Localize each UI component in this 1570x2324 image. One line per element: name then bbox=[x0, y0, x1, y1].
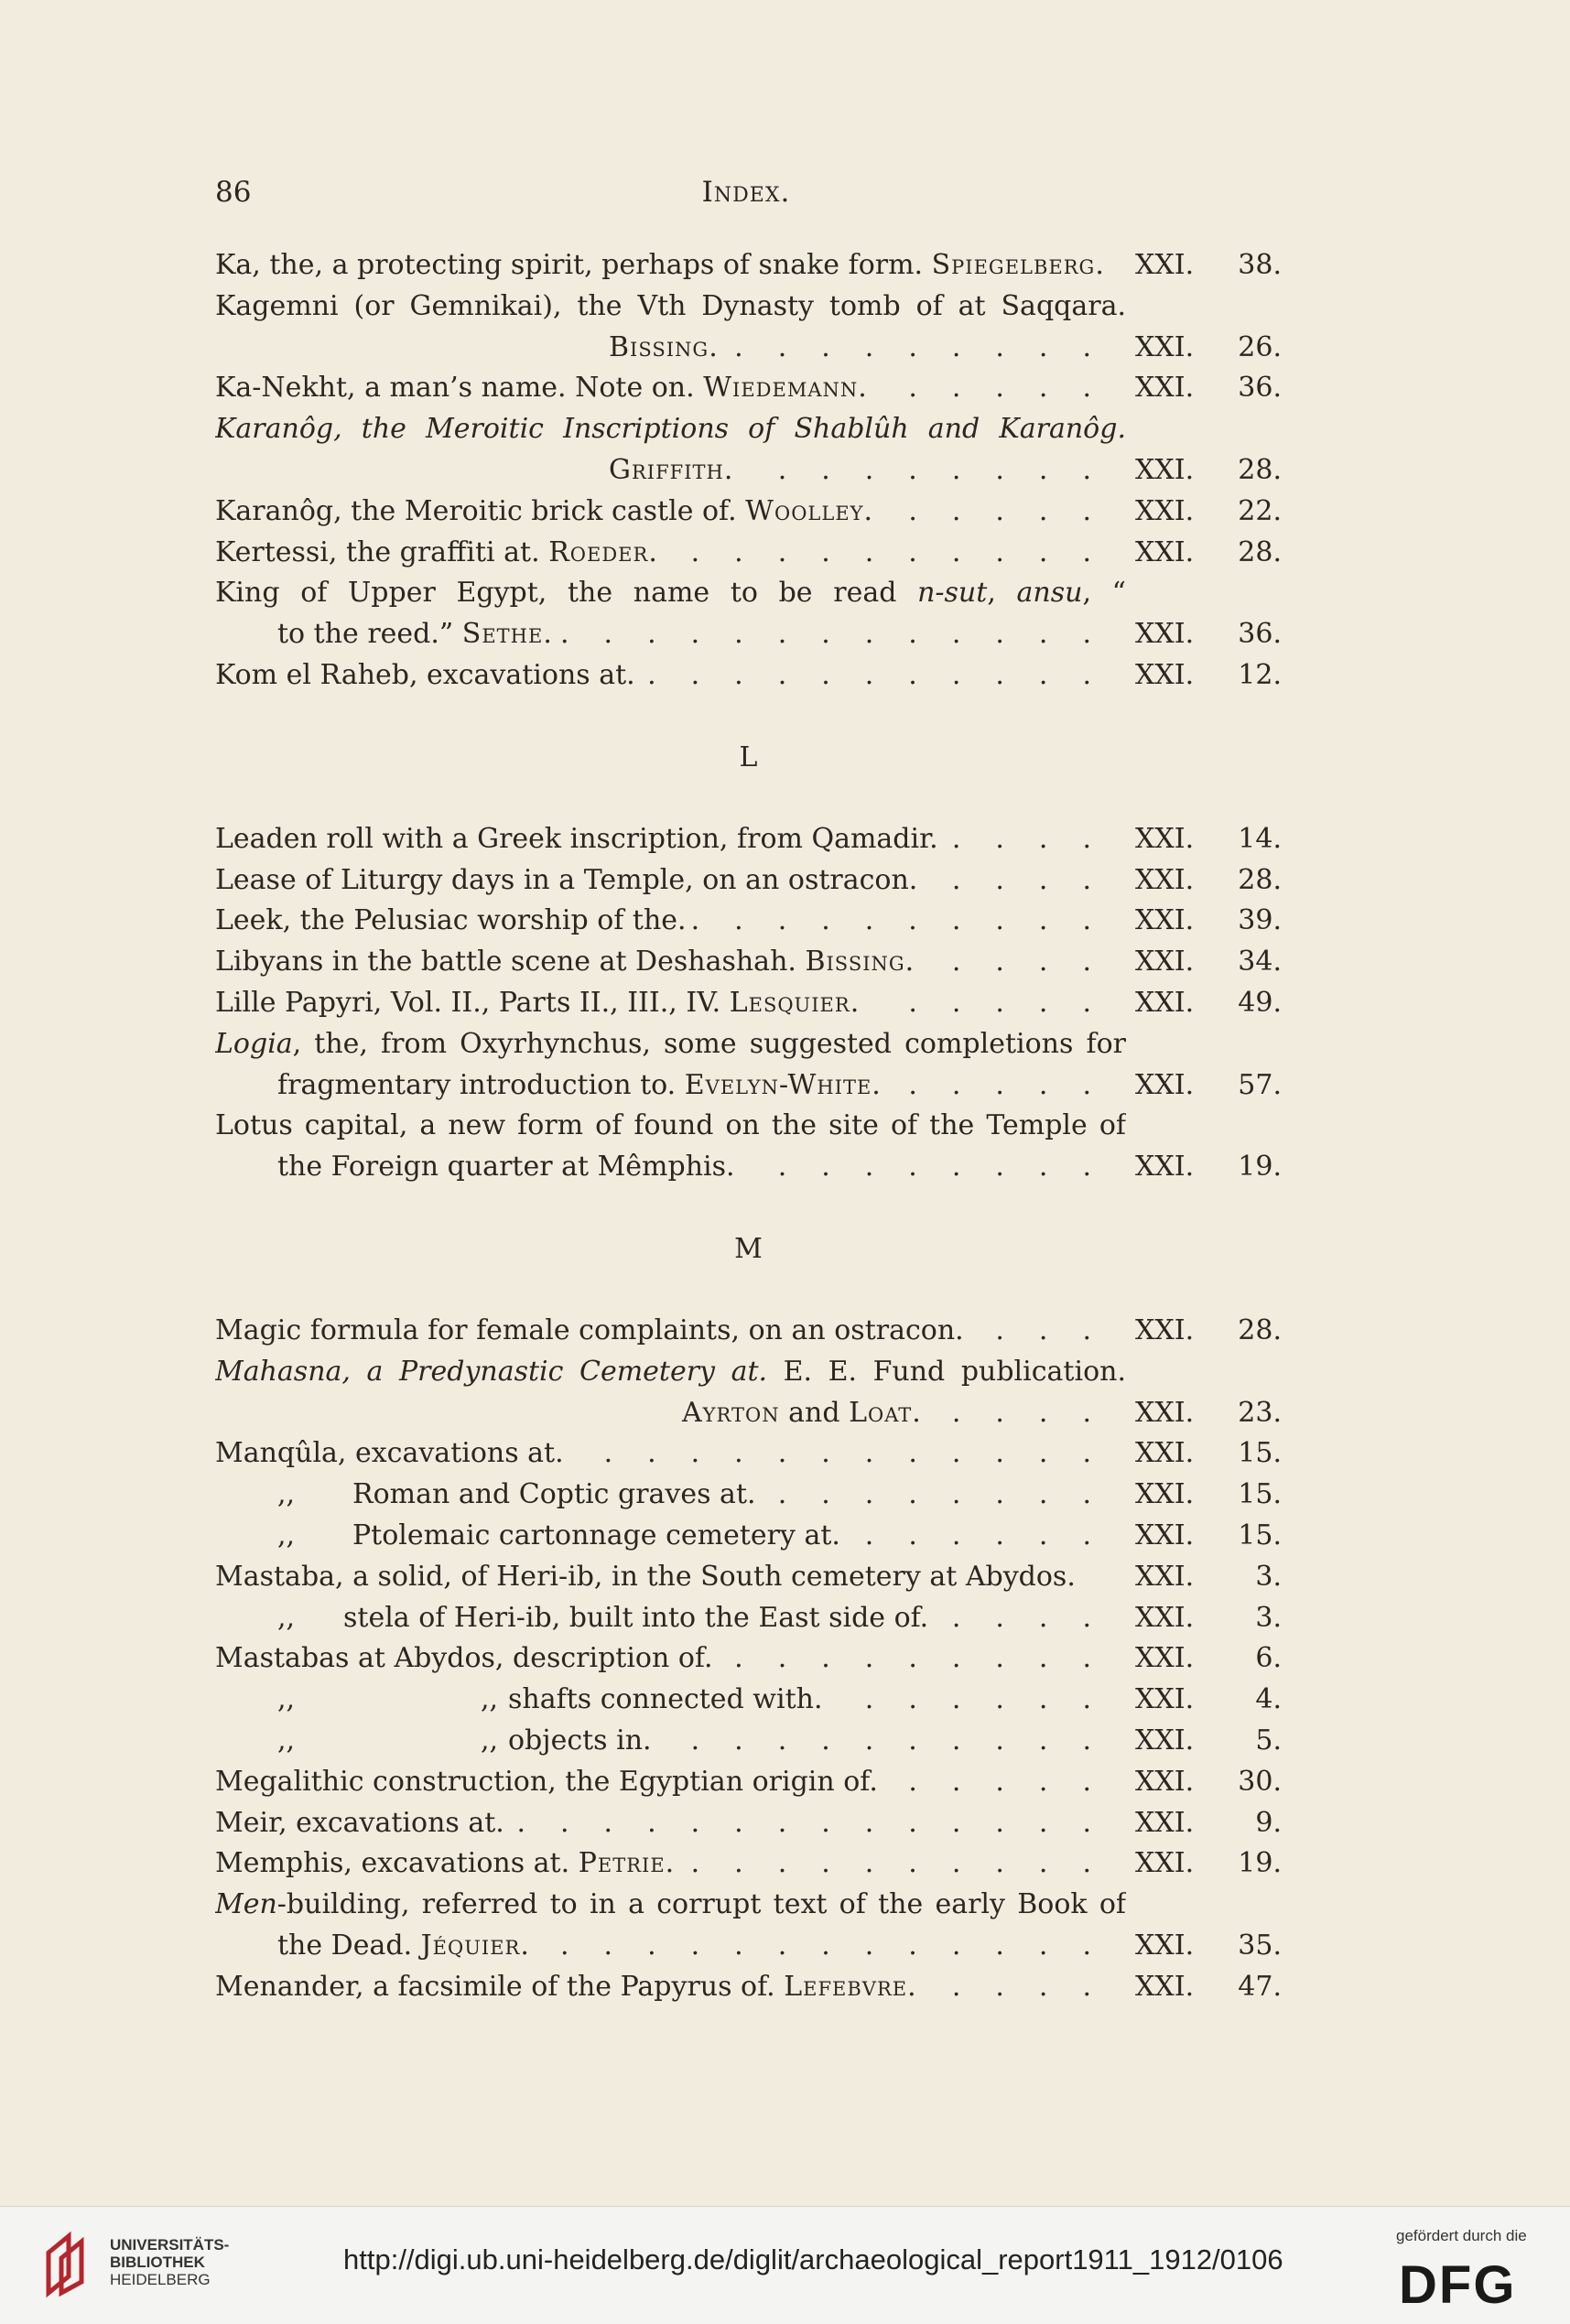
index-entry bbox=[215, 1557, 1282, 1598]
page-ref-number: 28. bbox=[1238, 863, 1282, 896]
library-name bbox=[110, 2236, 229, 2288]
entry-text: objects in. bbox=[508, 1724, 652, 1757]
library-name-line3: HEIDELBERG bbox=[110, 2271, 211, 2288]
leader-dots: ............. bbox=[560, 618, 1126, 651]
leader-dots: ..... bbox=[908, 372, 1126, 405]
index-entry bbox=[215, 1885, 1282, 1967]
funder-label: gefördert durch die bbox=[1396, 2227, 1527, 2244]
viewer-footer bbox=[0, 2206, 1570, 2324]
entry-text: Griffith. bbox=[609, 453, 733, 486]
entry-line bbox=[215, 1352, 1282, 1393]
entry-line bbox=[215, 1106, 1282, 1147]
leader-dots: .......... bbox=[690, 1847, 1126, 1880]
entry-text: Kagemni (or Gemnikai), the Vth Dynasty tomb of at Saqqara. bbox=[215, 289, 1126, 322]
index-entry bbox=[215, 1843, 1282, 1885]
index-entry bbox=[215, 1803, 1282, 1844]
page-ref-number: 36. bbox=[1238, 372, 1282, 405]
leader-dots: ..... bbox=[908, 1068, 1126, 1101]
leader-dots: ........... bbox=[647, 658, 1126, 691]
volume-number: XXI. bbox=[1135, 822, 1195, 855]
leader-dots: .... bbox=[951, 1970, 1126, 2003]
volume-number: XXI. bbox=[1135, 249, 1195, 281]
permalink-url[interactable]: http://digi.ub.uni-heidelberg.de/diglit/archaeological_report1911_1912/0106 bbox=[343, 2243, 1283, 2275]
volume-number: XXI. bbox=[1135, 1519, 1195, 1551]
entry-text: Meir, excavations at. bbox=[215, 1806, 504, 1839]
entry-text: Ka-Nekht, a man’s name. Note on. Wiedemann. bbox=[215, 372, 867, 405]
volume-number: XXI. bbox=[1135, 904, 1195, 937]
entry-line bbox=[215, 901, 1282, 942]
entry-line bbox=[215, 1885, 1282, 1926]
dfg-logo: DFG bbox=[1399, 2255, 1517, 2315]
ditto-mark: ,, bbox=[277, 1683, 296, 1716]
section-letter: M bbox=[734, 1232, 763, 1265]
entry-line bbox=[215, 245, 1282, 286]
entry-line bbox=[215, 1967, 1282, 2008]
entry-text: Kertessi, the graffiti at. Roeder. bbox=[215, 535, 657, 568]
leader-dots: ............ bbox=[603, 1437, 1126, 1470]
volume-number: XXI. bbox=[1135, 1724, 1195, 1757]
volume-number: XXI. bbox=[1135, 1068, 1195, 1101]
entry-line bbox=[215, 1433, 1282, 1475]
page-ref-number: 38. bbox=[1238, 249, 1282, 281]
entry-text: King of Upper Egypt, the name to be read n-sut, ansu, “ bbox=[215, 577, 1126, 610]
entry-line bbox=[215, 573, 1282, 614]
leader-dots: ...... bbox=[864, 1519, 1126, 1551]
entry-text: Ayrton and Loat. bbox=[682, 1396, 921, 1429]
leader-dots: .............. bbox=[516, 1806, 1126, 1839]
entry-line bbox=[215, 1926, 1282, 1967]
entry-text: Leek, the Pelusiac worship of the. bbox=[215, 904, 687, 937]
page-ref-number: 34. bbox=[1238, 946, 1282, 978]
entry-text: Manqûla, excavations at. bbox=[215, 1437, 564, 1470]
index-entry bbox=[215, 1638, 1282, 1680]
index-entry bbox=[215, 1598, 1282, 1639]
entry-line bbox=[215, 942, 1282, 983]
leader-dots: ......... bbox=[734, 330, 1126, 363]
leader-dots: ........ bbox=[777, 453, 1126, 486]
entry-text: Kom el Raheb, excavations at. bbox=[215, 658, 635, 691]
entry-line bbox=[215, 1803, 1282, 1844]
entry-line bbox=[215, 655, 1282, 697]
volume-number: XXI. bbox=[1135, 1560, 1195, 1593]
leader-dots: ..... bbox=[908, 986, 1126, 1019]
entry-line bbox=[215, 1557, 1282, 1598]
ditto-mark: ,, bbox=[277, 1519, 296, 1551]
page-ref-number: 9. bbox=[1255, 1806, 1282, 1839]
entry-line bbox=[215, 328, 1282, 369]
leader-dots: .......... bbox=[690, 535, 1126, 568]
index-entry bbox=[215, 368, 1282, 409]
entry-text: Megalithic construction, the Egyptian origin of. bbox=[215, 1765, 878, 1798]
entry-text: the Foreign quarter at Mêmphis. bbox=[277, 1151, 735, 1184]
page-ref-number: 6. bbox=[1255, 1642, 1282, 1675]
page-ref-number: 3. bbox=[1255, 1560, 1282, 1593]
entry-text: Karanôg, the Meroitic Inscriptions of Shablûh and Karanôg. bbox=[215, 413, 1126, 446]
entry-text: Lotus capital, a new form of found on the site of the Temple of bbox=[215, 1109, 1126, 1142]
volume-number: XXI. bbox=[1135, 1601, 1195, 1634]
section-letter: L bbox=[739, 740, 758, 773]
entry-text: Ka, the, a protecting spirit, perhaps of snake form. Spiegelberg. bbox=[215, 249, 1104, 281]
page-ref-number: 15. bbox=[1238, 1437, 1282, 1470]
index-entry bbox=[215, 1680, 1282, 1721]
page-ref-number: 49. bbox=[1238, 986, 1282, 1019]
volume-number: XXI. bbox=[1135, 1970, 1195, 2003]
page-ref-number: 28. bbox=[1238, 535, 1282, 568]
leader-dots: .... bbox=[951, 946, 1126, 978]
index-entry bbox=[215, 1762, 1282, 1803]
page-ref-number: 19. bbox=[1238, 1151, 1282, 1184]
page-ref-number: 39. bbox=[1238, 904, 1282, 937]
entry-line bbox=[215, 533, 1282, 574]
page-ref-number: 47. bbox=[1238, 1970, 1282, 2003]
entry-text: Men-building, referred to in a corrupt text of the early Book of bbox=[215, 1888, 1126, 1921]
page-ref-number: 57. bbox=[1238, 1068, 1282, 1101]
entry-text: Menander, a facsimile of the Papyrus of. Lefebvre. bbox=[215, 1970, 916, 2003]
volume-number: XXI. bbox=[1135, 1478, 1195, 1511]
leader-dots: ..... bbox=[908, 1765, 1126, 1798]
page-ref-number: 5. bbox=[1255, 1724, 1282, 1757]
leader-dots: .... bbox=[951, 1396, 1126, 1429]
index-entry bbox=[215, 1106, 1282, 1188]
entry-line bbox=[215, 983, 1282, 1024]
volume-number: XXI. bbox=[1135, 618, 1195, 651]
leader-dots: ........ bbox=[777, 1478, 1126, 1511]
entry-text: Karanôg, the Meroitic brick castle of. Woolley. bbox=[215, 494, 873, 527]
entry-line bbox=[215, 1311, 1282, 1352]
index-entry bbox=[215, 245, 1282, 286]
library-name-line1: UNIVERSITÄTS- bbox=[110, 2236, 230, 2254]
index-entry bbox=[215, 286, 1282, 369]
entry-line bbox=[215, 492, 1282, 533]
volume-number: XXI. bbox=[1135, 1437, 1195, 1470]
library-name-line2: BIBLIOTHEK bbox=[110, 2254, 205, 2271]
index-entry bbox=[215, 492, 1282, 533]
running-title: Index. bbox=[701, 176, 791, 209]
entry-line bbox=[215, 1762, 1282, 1803]
page-ref-number: 12. bbox=[1238, 658, 1282, 691]
volume-number: XXI. bbox=[1135, 1151, 1195, 1184]
ditto-mark: ,, bbox=[277, 1478, 296, 1511]
entry-text: Mastaba, a solid, of Heri-ib, in the South cemetery at Abydos. bbox=[215, 1560, 1076, 1593]
ditto-mark: ,, bbox=[277, 1724, 296, 1757]
page-ref-number: 23. bbox=[1238, 1396, 1282, 1429]
entry-text: the Dead. Jéquier. bbox=[277, 1929, 529, 1962]
index-entry bbox=[215, 1721, 1282, 1762]
page-ref-number: 4. bbox=[1255, 1683, 1282, 1716]
entry-text: Lease of Liturgy days in a Temple, on an ostracon. bbox=[215, 863, 918, 896]
volume-number: XXI. bbox=[1135, 1847, 1195, 1880]
entry-text: Libyans in the battle scene at Deshashah. Bissing. bbox=[215, 946, 915, 978]
entry-text: Roman and Coptic graves at. bbox=[352, 1478, 756, 1511]
index-entry bbox=[215, 1311, 1282, 1352]
page-ref-number: 28. bbox=[1238, 453, 1282, 486]
index-entry bbox=[215, 533, 1282, 574]
ditto-mark: ,, bbox=[481, 1724, 499, 1757]
entry-text: Lille Papyri, Vol. II., Parts II., III., IV. Lesquier. bbox=[215, 986, 860, 1019]
entry-text: Memphis, excavations at. Petrie. bbox=[215, 1847, 675, 1880]
volume-number: XXI. bbox=[1135, 1806, 1195, 1839]
leader-dots: .... bbox=[951, 1601, 1126, 1634]
entry-line bbox=[215, 1638, 1282, 1680]
entry-text: Mastabas at Abydos, description of. bbox=[215, 1642, 713, 1675]
entry-line bbox=[215, 860, 1282, 902]
leader-dots: .... bbox=[951, 822, 1126, 855]
entry-line bbox=[215, 368, 1282, 409]
entry-text: Logia, the, from Oxyrhynchus, some suggested completions for bbox=[215, 1027, 1126, 1060]
entry-line bbox=[215, 614, 1282, 655]
leader-dots: ..... bbox=[908, 494, 1126, 527]
leader-dots: ........ bbox=[777, 1151, 1126, 1184]
entry-line bbox=[215, 286, 1282, 328]
volume-number: XXI. bbox=[1135, 372, 1195, 405]
page-header bbox=[215, 176, 1277, 222]
volume-number: XXI. bbox=[1135, 1765, 1195, 1798]
index-entry bbox=[215, 860, 1282, 902]
volume-number: XXI. bbox=[1135, 1929, 1195, 1962]
index-entry bbox=[215, 1024, 1282, 1107]
entry-line bbox=[215, 1475, 1282, 1516]
index-entry bbox=[215, 1967, 1282, 2008]
page-ref-number: 36. bbox=[1238, 618, 1282, 651]
page-ref-number: 22. bbox=[1238, 494, 1282, 527]
index-entry bbox=[215, 655, 1282, 697]
volume-number: XXI. bbox=[1135, 863, 1195, 896]
entry-line bbox=[215, 1680, 1282, 1721]
ditto-mark: ,, bbox=[481, 1683, 499, 1716]
index-entry bbox=[215, 983, 1282, 1024]
page-ref-number: 15. bbox=[1238, 1519, 1282, 1551]
page-ref-number: 14. bbox=[1238, 822, 1282, 855]
volume-number: XXI. bbox=[1135, 330, 1195, 363]
entry-text: Ptolemaic cartonnage cemetery at. bbox=[352, 1519, 840, 1551]
volume-number: XXI. bbox=[1135, 1313, 1195, 1346]
volume-number: XXI. bbox=[1135, 535, 1195, 568]
page-ref-number: 30. bbox=[1238, 1765, 1282, 1798]
entry-line bbox=[215, 1721, 1282, 1762]
entry-line bbox=[215, 1393, 1282, 1434]
ditto-mark: ,, bbox=[277, 1601, 296, 1634]
entry-line bbox=[215, 409, 1282, 450]
page-ref-number: 28. bbox=[1238, 1313, 1282, 1346]
volume-number: XXI. bbox=[1135, 453, 1195, 486]
volume-number: XXI. bbox=[1135, 1683, 1195, 1716]
entry-line bbox=[215, 819, 1282, 860]
index-entry bbox=[215, 819, 1282, 860]
index-entry bbox=[215, 1433, 1282, 1475]
entry-text: to the reed.” Sethe. bbox=[277, 618, 552, 651]
leader-dots: .......... bbox=[690, 904, 1126, 937]
entry-text: shafts connected with. bbox=[508, 1683, 823, 1716]
entry-line bbox=[215, 450, 1282, 492]
entry-line bbox=[215, 1147, 1282, 1188]
page-number: 86 bbox=[215, 176, 252, 209]
entry-line bbox=[215, 1516, 1282, 1557]
leader-dots: .... bbox=[951, 863, 1126, 896]
leader-dots: ............. bbox=[560, 1929, 1126, 1962]
volume-number: XXI. bbox=[1135, 658, 1195, 691]
page-ref-number: 19. bbox=[1238, 1847, 1282, 1880]
entry-text: stela of Heri-ib, built into the East side of. bbox=[343, 1601, 929, 1634]
entry-text: Leaden roll with a Greek inscription, from Qamadir. bbox=[215, 822, 938, 855]
entry-line bbox=[215, 1024, 1282, 1065]
entry-line bbox=[215, 1843, 1282, 1885]
index-entry bbox=[215, 901, 1282, 942]
index-entry bbox=[215, 942, 1282, 983]
index-entry bbox=[215, 1516, 1282, 1557]
volume-number: XXI. bbox=[1135, 1642, 1195, 1675]
page-ref-number: 35. bbox=[1238, 1929, 1282, 1962]
leader-dots: .......... bbox=[690, 1724, 1126, 1757]
entry-text: Bissing. bbox=[609, 330, 718, 363]
volume-number: XXI. bbox=[1135, 494, 1195, 527]
page-ref-number: 26. bbox=[1238, 330, 1282, 363]
index-list bbox=[215, 245, 1282, 2007]
entry-line bbox=[215, 1065, 1282, 1107]
leader-dots: ......... bbox=[734, 1642, 1126, 1675]
index-entry bbox=[215, 573, 1282, 655]
volume-number: XXI. bbox=[1135, 1396, 1195, 1429]
volume-number: XXI. bbox=[1135, 986, 1195, 1019]
page-ref-number: 3. bbox=[1255, 1601, 1282, 1634]
library-logo-icon bbox=[41, 2227, 96, 2300]
index-entry bbox=[215, 409, 1282, 492]
entry-line bbox=[215, 1598, 1282, 1639]
leader-dots: ...... bbox=[864, 1683, 1126, 1716]
volume-number: XXI. bbox=[1135, 946, 1195, 978]
entry-text: Magic formula for female complaints, on an ostracon. bbox=[215, 1313, 964, 1346]
index-entry bbox=[215, 1475, 1282, 1516]
index-entry bbox=[215, 1352, 1282, 1434]
entry-text: Mahasna, a Predynastic Cemetery at. E. E. Fund publication. bbox=[215, 1355, 1126, 1388]
page-ref-number: 15. bbox=[1238, 1478, 1282, 1511]
entry-text: fragmentary introduction to. Evelyn-White. bbox=[277, 1068, 881, 1101]
leader-dots: ... bbox=[995, 1313, 1126, 1346]
